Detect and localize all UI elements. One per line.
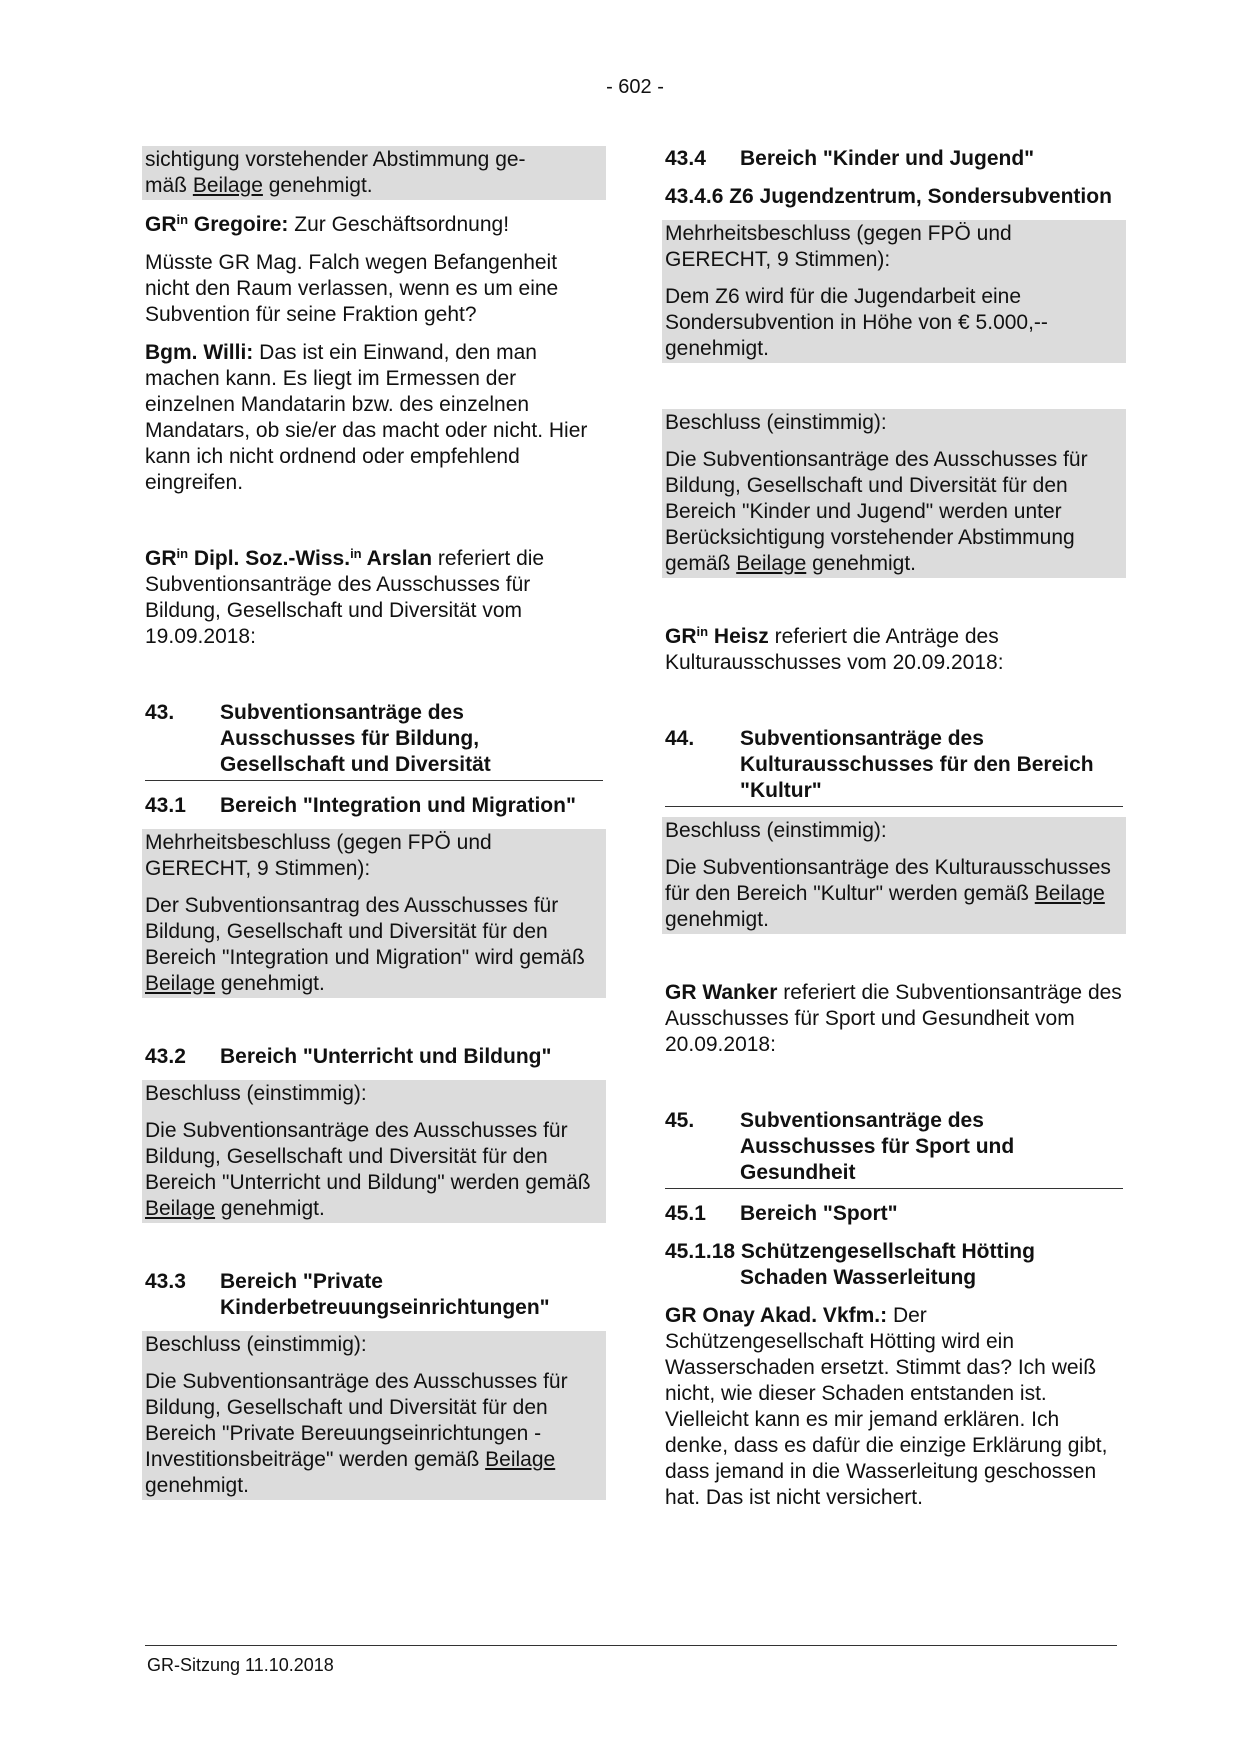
para-wanker: GR Wanker referiert die Subventionsanträge des Ausschusses für Sport und Gesundheit vom 20.09.2018: [665, 981, 1122, 1056]
resolution-43-2-type: Beschluss (einstimmig): [142, 1080, 606, 1108]
beilage-link[interactable]: Beilage [192, 174, 263, 197]
heading-45-1: 45.1 Bereich "Sport" [665, 1202, 898, 1225]
para-heisz: $GR^{in}$ Heisz referiert die Anträge des Kulturausschusses vom 20.09.2018: [665, 624, 1004, 674]
heading-43-4: 43.4 Bereich "Kinder und Jugend" [665, 147, 1035, 170]
heading-43-2: 43.2 Bereich "Unterricht und Bildung" [145, 1045, 552, 1068]
left-column [145, 146, 603, 1500]
resolution-43-4-6-text: Dem Z6 wird für die Jugendarbeit eine Sondersubvention in Höhe von € 5.000,-- genehmigt. [662, 274, 1126, 363]
resolution-43-3-type: Beschluss (einstimmig): [142, 1331, 606, 1359]
right-column [665, 146, 1123, 1511]
resolution-43-3-text: Die Subventionsanträge des Ausschusses für Bildung, Gesellschaft und Diversität für den Bereich "Private Bereuungseinrichtungen - Investitionsbeiträge" werden gemäß Beilage genehmigt. [142, 1359, 606, 1500]
heading-45: 45. Subventionsanträge des Ausschusses für Sport und Gesundheit [665, 1108, 1123, 1189]
para-continuation: sichtigung vorstehender Abstimmung ge- mäß Beilage genehmigt. [142, 146, 606, 200]
para-question: Müsste GR Mag. Falch wegen Befangenheit nicht den Raum verlassen, wenn es um eine Subvention für seine Fraktion geht? [145, 251, 559, 326]
heading-43-4-6: 43.4.6 Z6 Jugendzentrum, Sondersubvention [665, 185, 1112, 208]
heading-43-1: 43.1 Bereich "Integration und Migration" [145, 794, 576, 817]
para-arslan: $GR^{in}$ Dipl. Soz.-Wiss.$^{in}$ Arslan referiert die Subventionsanträge des Ausschusses für Bildung, Gesellschaft und Diversität vom 19.09.2018: [145, 546, 545, 648]
resolution-43-2-text: Die Subventionsanträge des Ausschusses für Bildung, Gesellschaft und Diversität für den Bereich "Unterricht und Bildung" werden gemäß Beilage genehmigt. [142, 1108, 606, 1223]
beilage-link[interactable]: Beilage [145, 972, 216, 995]
footer-text: GR-Sitzung 11.10.2018 [147, 1655, 334, 1675]
resolution-43-4-type: Beschluss (einstimmig): [662, 409, 1126, 437]
resolution-43-4-6-type: Mehrheitsbeschluss (gegen FPÖ und GERECHT, 9 Stimmen): [662, 220, 1126, 274]
para-gregoire: $GR^{in}$ Gregoire: Zur Geschäftsordnung! [145, 212, 510, 236]
resolution-44-type: Beschluss (einstimmig): [662, 817, 1126, 845]
resolution-43-4-text: Die Subventionsanträge des Ausschusses für Bildung, Gesellschaft und Diversität für den Bereich "Kinder und Jugend" werden unter Berücksichtigung vorstehender Abstimmung gemäß Beilage genehmigt. [662, 437, 1126, 578]
resolution-43-1-type: Mehrheitsbeschluss (gegen FPÖ und GERECHT, 9 Stimmen): [142, 829, 606, 883]
resolution-43-1-text: Der Subventionsantrag des Ausschusses für Bildung, Gesellschaft und Diversität für den Bereich "Integration und Migration" wird gemäß Beilage genehmigt. [142, 883, 606, 998]
heading-44: 44. Subventionsanträge des Kulturausschusses für den Bereich "Kultur" [665, 726, 1123, 807]
page-number: - 602 - [606, 76, 664, 98]
beilage-link[interactable]: Beilage [736, 552, 807, 575]
heading-45-1-18: 45.1.18 Schützengesellschaft Hötting Schaden Wasserleitung [665, 1240, 1035, 1289]
para-willi: Bgm. Willi: Das ist ein Einwand, den man machen kann. Es liegt im Ermessen der einzelnen Mandatarin bzw. des einzelnen Mandatars, ob sie/er das macht oder nicht. Hier kann ich nicht ordnend oder empfehlend eingreifen. [145, 341, 588, 494]
heading-43: 43. Subventionsanträge des Ausschusses für Bildung, Gesellschaft und Diversität [145, 700, 603, 781]
heading-43-3: 43.3 Bereich "Private Kinderbetreuungseinrichtungen" [145, 1270, 550, 1319]
beilage-link[interactable]: Beilage [1034, 882, 1105, 905]
resolution-44-text: Die Subventionsanträge des Kulturausschusses für den Bereich "Kultur" werden gemäß Beilage genehmigt. [662, 845, 1126, 934]
beilage-link[interactable]: Beilage [485, 1448, 556, 1471]
para-onay: GR Onay Akad. Vkfm.: Der Schützengesellschaft Hötting wird ein Wasserschaden ersetzt. Stimmt das? Ich weiß nicht, wie dieser Schaden entstanden ist. Vielleicht kann es mir jemand erklären. Ich denke, dass es dafür die einzige Erklärung gibt, dass jemand in die Wasserleitung geschossen hat. Das ist nicht versichert. [665, 1304, 1108, 1509]
footer-rule [145, 1645, 1117, 1646]
beilage-link[interactable]: Beilage [145, 1197, 216, 1220]
